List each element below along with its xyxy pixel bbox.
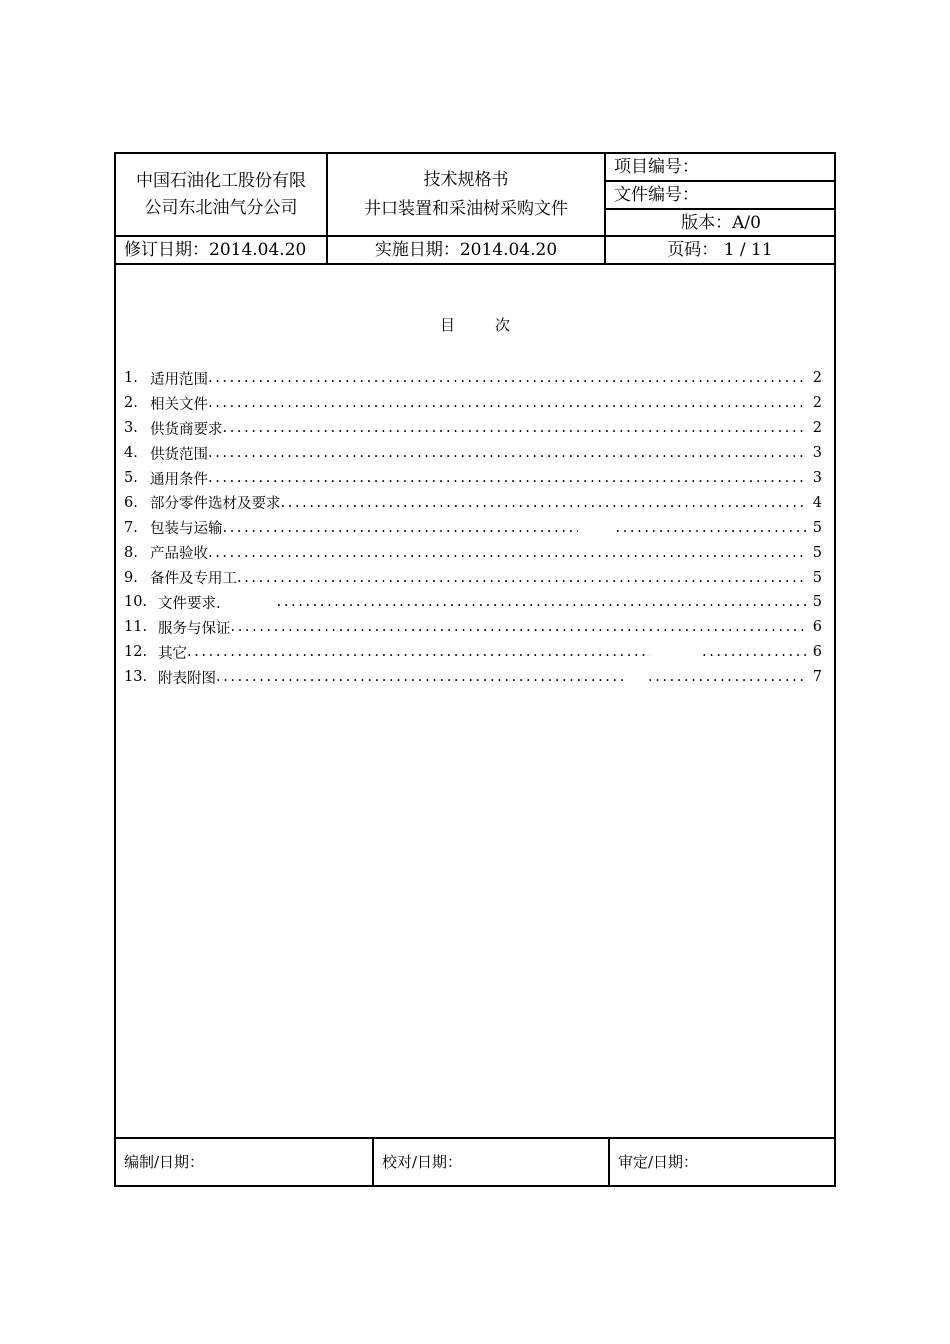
toc-item[interactable]: 5. 通用条件 ..... 3: [124, 466, 822, 491]
company-line-2: 公司东北油气分公司: [144, 198, 298, 218]
company-line-1: 中国石油化工股份有限: [136, 171, 306, 191]
toc-page: 5: [812, 594, 822, 611]
toc-item[interactable]: 11. 服务与保证 ..... 6: [124, 615, 822, 640]
toc-item[interactable]: 10. 文件要求. ..... 5: [124, 590, 822, 615]
toc-item[interactable]: 8. 产品验收 ..... 5: [124, 540, 822, 565]
toc-label: 供货商要求: [150, 421, 223, 438]
toc-page: 5: [812, 544, 822, 561]
toc-label: 供货范围: [150, 446, 208, 463]
toc-item[interactable]: 12. 其它 ..... ..... 6: [124, 640, 822, 665]
toc-label: 附表附图: [158, 670, 216, 687]
company-name: [116, 154, 326, 236]
project-number: 项目编号：: [614, 157, 699, 177]
toc-leader: [208, 395, 806, 411]
toc-label: 文件要求.: [158, 595, 221, 612]
toc-leader: [223, 420, 807, 436]
toc-leader: [281, 495, 807, 511]
toc-label: 服务与保证: [158, 620, 231, 637]
toc-leader: [208, 545, 806, 561]
toc-title-b: 次: [495, 316, 511, 334]
approved-by: 审定/日期：: [618, 1153, 699, 1171]
document-frame: [114, 152, 836, 1187]
toc-label: 产品验收: [150, 546, 208, 563]
spec-title-block: [328, 154, 604, 236]
toc-label: 包装与运输: [150, 521, 223, 538]
toc-item[interactable]: 13. 附表附图 ..... ..... 7: [124, 665, 822, 690]
toc-leader: [187, 644, 650, 660]
toc-label: 适用范围: [150, 371, 208, 388]
toc-page: 2: [812, 420, 822, 437]
toc-page: 4: [812, 494, 822, 511]
toc-leader: [277, 594, 806, 610]
signature-row: [116, 1137, 834, 1187]
toc-item[interactable]: 4. 供货范围 ..... 3: [124, 441, 822, 466]
toc-page: 2: [812, 370, 822, 387]
spec-subtitle: 井口装置和采油树采购文件: [364, 199, 568, 219]
toc-leader: [648, 669, 806, 685]
spec-title: 技术规格书: [423, 170, 509, 190]
toc-leader: [237, 570, 806, 586]
toc-leader: [216, 669, 628, 685]
toc-page: 6: [812, 619, 822, 636]
toc-label: 其它: [158, 645, 187, 662]
toc-label: 相关文件: [150, 396, 208, 413]
version: 版本：A/0: [681, 213, 761, 233]
toc-leader: [702, 644, 806, 660]
file-number: 文件编号：: [614, 185, 699, 205]
toc-label: 部分零件选材及要求: [150, 496, 281, 513]
toc-item[interactable]: 6. 部分零件选材及要求 ..... 4: [124, 490, 822, 515]
toc-leader: [208, 445, 806, 461]
toc-leader: [208, 370, 806, 386]
toc-label: 备件及专用工: [150, 571, 237, 588]
effective-date: 实施日期：2014.04.20: [374, 240, 558, 260]
toc-label: 通用条件: [150, 471, 208, 488]
toc-page: 2: [812, 395, 822, 412]
compiled-by: 编制/日期：: [124, 1153, 205, 1171]
toc-leader: [223, 520, 578, 536]
toc-item[interactable]: 7. 包装与运输 ..... ..... 5: [124, 515, 822, 540]
toc-leader: [616, 520, 807, 536]
toc-leader: [208, 470, 806, 486]
toc-title: [116, 314, 834, 335]
revision-date: 修订日期：2014.04.20: [124, 240, 307, 260]
toc-item[interactable]: 2. 相关文件 ..... 2: [124, 391, 822, 416]
toc-page: 3: [812, 470, 822, 486]
toc-page: 5: [812, 519, 822, 536]
toc-page: 3: [812, 445, 822, 462]
toc-leader: [231, 619, 807, 635]
checked-by: 校对/日期：: [382, 1153, 463, 1171]
toc-item[interactable]: 9. 备件及专用工 ..... 5: [124, 565, 822, 590]
toc-title-a: 目: [439, 316, 455, 334]
page-code: 页码： 1 / 11: [667, 240, 773, 260]
toc-page: 7: [812, 669, 822, 686]
table-of-contents: [124, 366, 822, 690]
toc-page: 5: [812, 569, 822, 586]
toc-page: 6: [812, 644, 822, 661]
toc-item[interactable]: 1. 适用范围 ..... 2: [124, 366, 822, 391]
toc-item[interactable]: 3. 供货商要求 ..... 2: [124, 416, 822, 441]
